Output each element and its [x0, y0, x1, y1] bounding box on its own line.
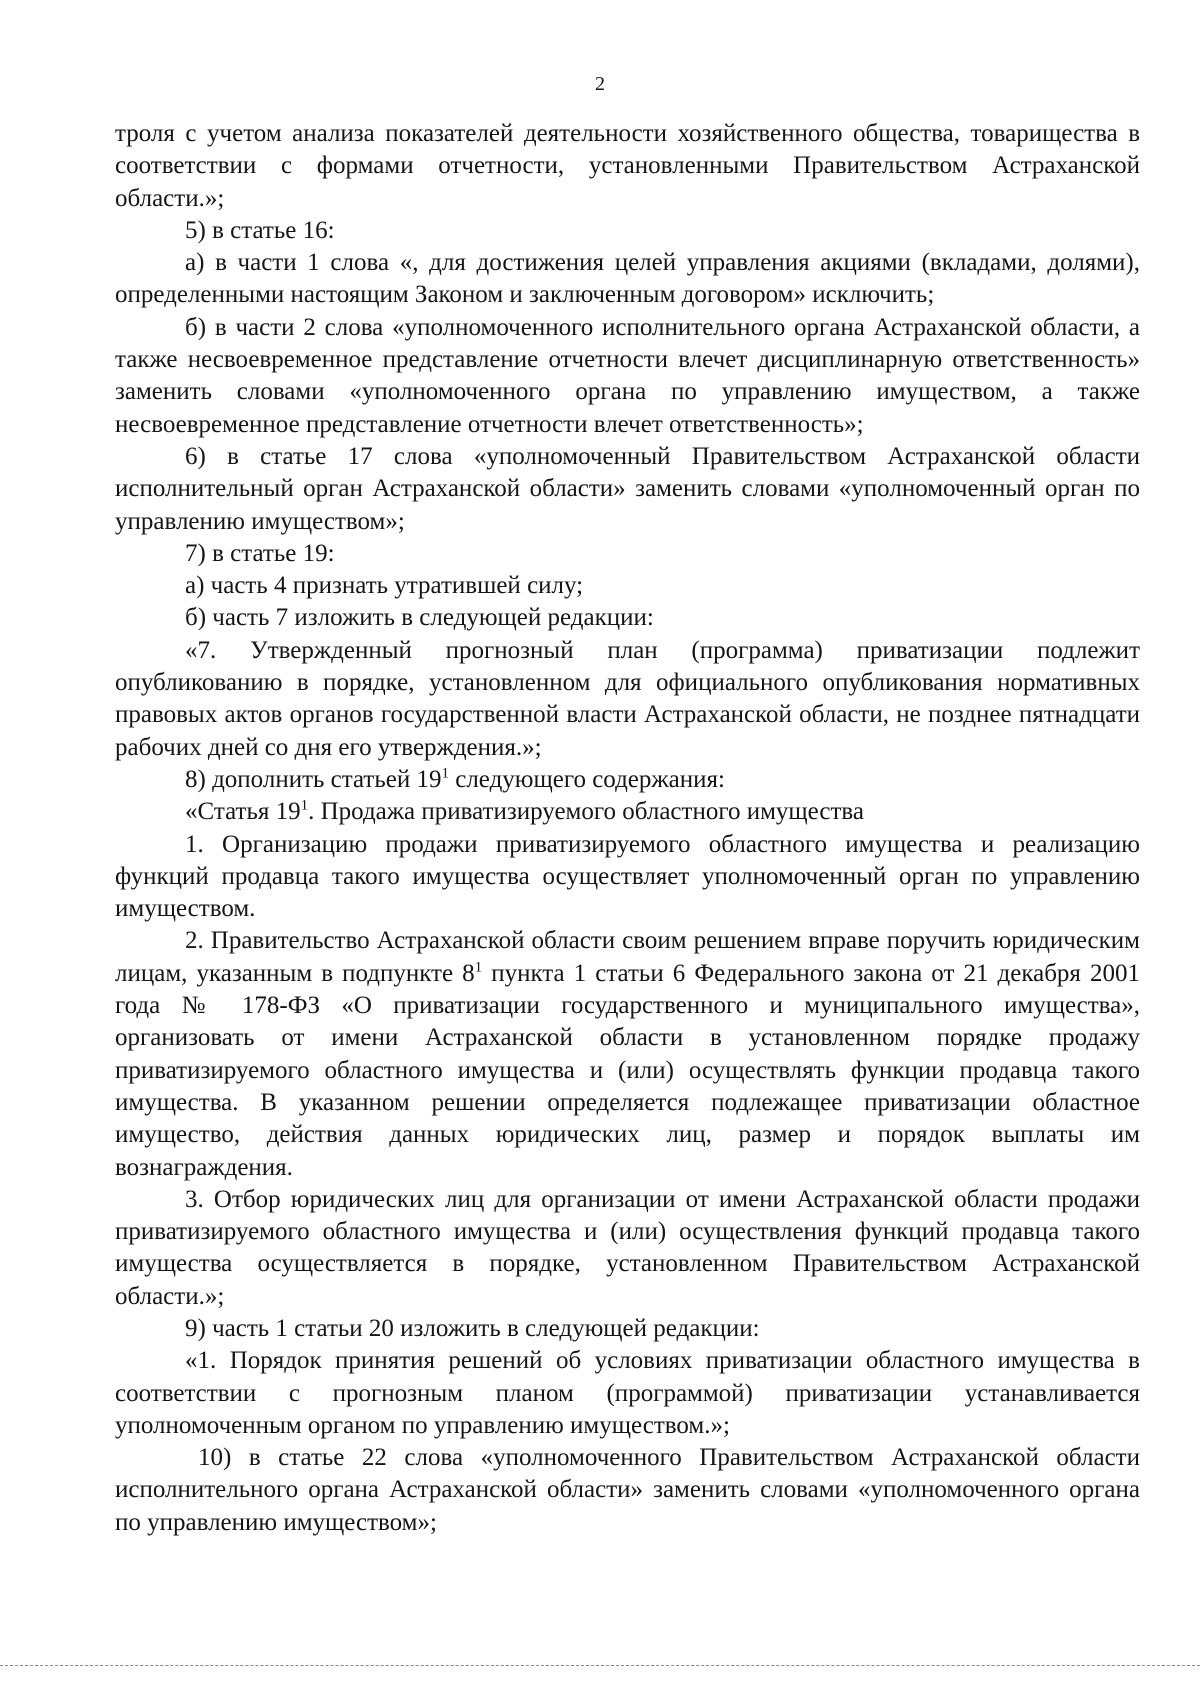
page-number: 2: [595, 73, 605, 95]
scan-edge-line: [0, 1665, 1200, 1666]
text-fragment: . Продажа приватизируемого областного имущества: [308, 798, 864, 826]
paragraph: а) в части 1 слова «, для достижения целей управления акциями (вкладами, долями), определенными настоящим Законом и заключенным договором» исключить;: [115, 249, 1140, 309]
paragraph: [115, 925, 1140, 1183]
paragraph: [115, 764, 1140, 796]
superscript: 1: [300, 797, 309, 814]
paragraph: б) часть 7 изложить в следующей редакции:: [185, 604, 654, 632]
paragraph: 9) часть 1 статьи 20 изложить в следующей редакции:: [185, 1314, 760, 1342]
paragraph: 10) в статье 22 слова «уполномоченного Правительством Астраханской области исполнительного органа Астраханской области» заменить словами «уполномоченного органа по управлению имуществом»;: [115, 1444, 1140, 1536]
paragraph: троля с учетом анализа показателей деятельности хозяйственного общества, товарищества в соответствии с формами отчетности, установленными Правительством Астраханской области.»;: [115, 120, 1140, 212]
paragraph: [115, 796, 1140, 828]
paragraph: 6) в статье 17 слова «уполномоченный Правительством Астраханской области исполнительный орган Астраханской области» заменить словами «уполномоченный орган по управлению имуществом»;: [115, 442, 1140, 535]
paragraph: б) в части 2 слова «уполномоченного исполнительного органа Астраханской области, а также несвоевременное представление отчетности влечет дисциплинарную ответственность» заменить словами «уполномоченного органа по управлению имуществом, а также несвоевременное представление отчетности влечет ответственность»;: [115, 313, 1140, 438]
text-fragment: 8) дополнить статьей 19: [185, 765, 442, 793]
superscript: 1: [441, 765, 449, 782]
superscript: 1: [474, 959, 483, 976]
text-fragment: следующего содержания:: [448, 765, 725, 793]
paragraph: «1. Порядок принятия решений об условиях приватизации областного имущества в соответствии с прогнозным планом (программой) приватизации устанавливается уполномоченным органом по управлению имуществом.»;: [115, 1347, 1140, 1439]
paragraph: 1. Организацию продажи приватизируемого областного имущества и реализацию функций продавца такого имущества осуществляет уполномоченный орган по управлению имуществом.: [115, 830, 1140, 923]
text-fragment: пункта 1 статьи 6 Федерального закона от 21 декабря 2001 года № 178-ФЗ «О приватизации государственного и муниципального имущества», организовать от имени Астраханской области в установленном порядке продажу приватизируемого областного имущества и (или) осуществлять функции продавца такого имущества. В указанном решении определяется подлежащее приватизации областное имущество, действия данных юридических лиц, размер и порядок выплаты им вознаграждения.: [115, 959, 1140, 1181]
paragraph: 3. Отбор юридических лиц для организации от имени Астраханской области продажи приватизируемого областного имущества и (или) осуществления функций продавца такого имущества осуществляется в порядке, установленном Правительством Астраханской области.»;: [115, 1185, 1140, 1310]
document-body: [115, 118, 1140, 1539]
paragraph: «7. Утвержденный прогнозный план (программа) приватизации подлежит опубликованию в порядке, установленном для официального опубликования нормативных правовых актов органов государственной власти Астраханской области, не позднее пятнадцати рабочих дней со дня его утверждения.»;: [115, 636, 1140, 761]
paragraph: а) часть 4 признать утратившей силу;: [185, 572, 584, 600]
paragraph: 7) в статье 19:: [185, 539, 335, 567]
text-fragment: «Статья 19: [185, 798, 301, 826]
paragraph: 5) в статье 16:: [185, 216, 335, 244]
text-fragment: 2. Правительство Астраханской области своим решением вправе поручить юридическим лицам, указанным в подпункте 8: [115, 927, 1140, 987]
